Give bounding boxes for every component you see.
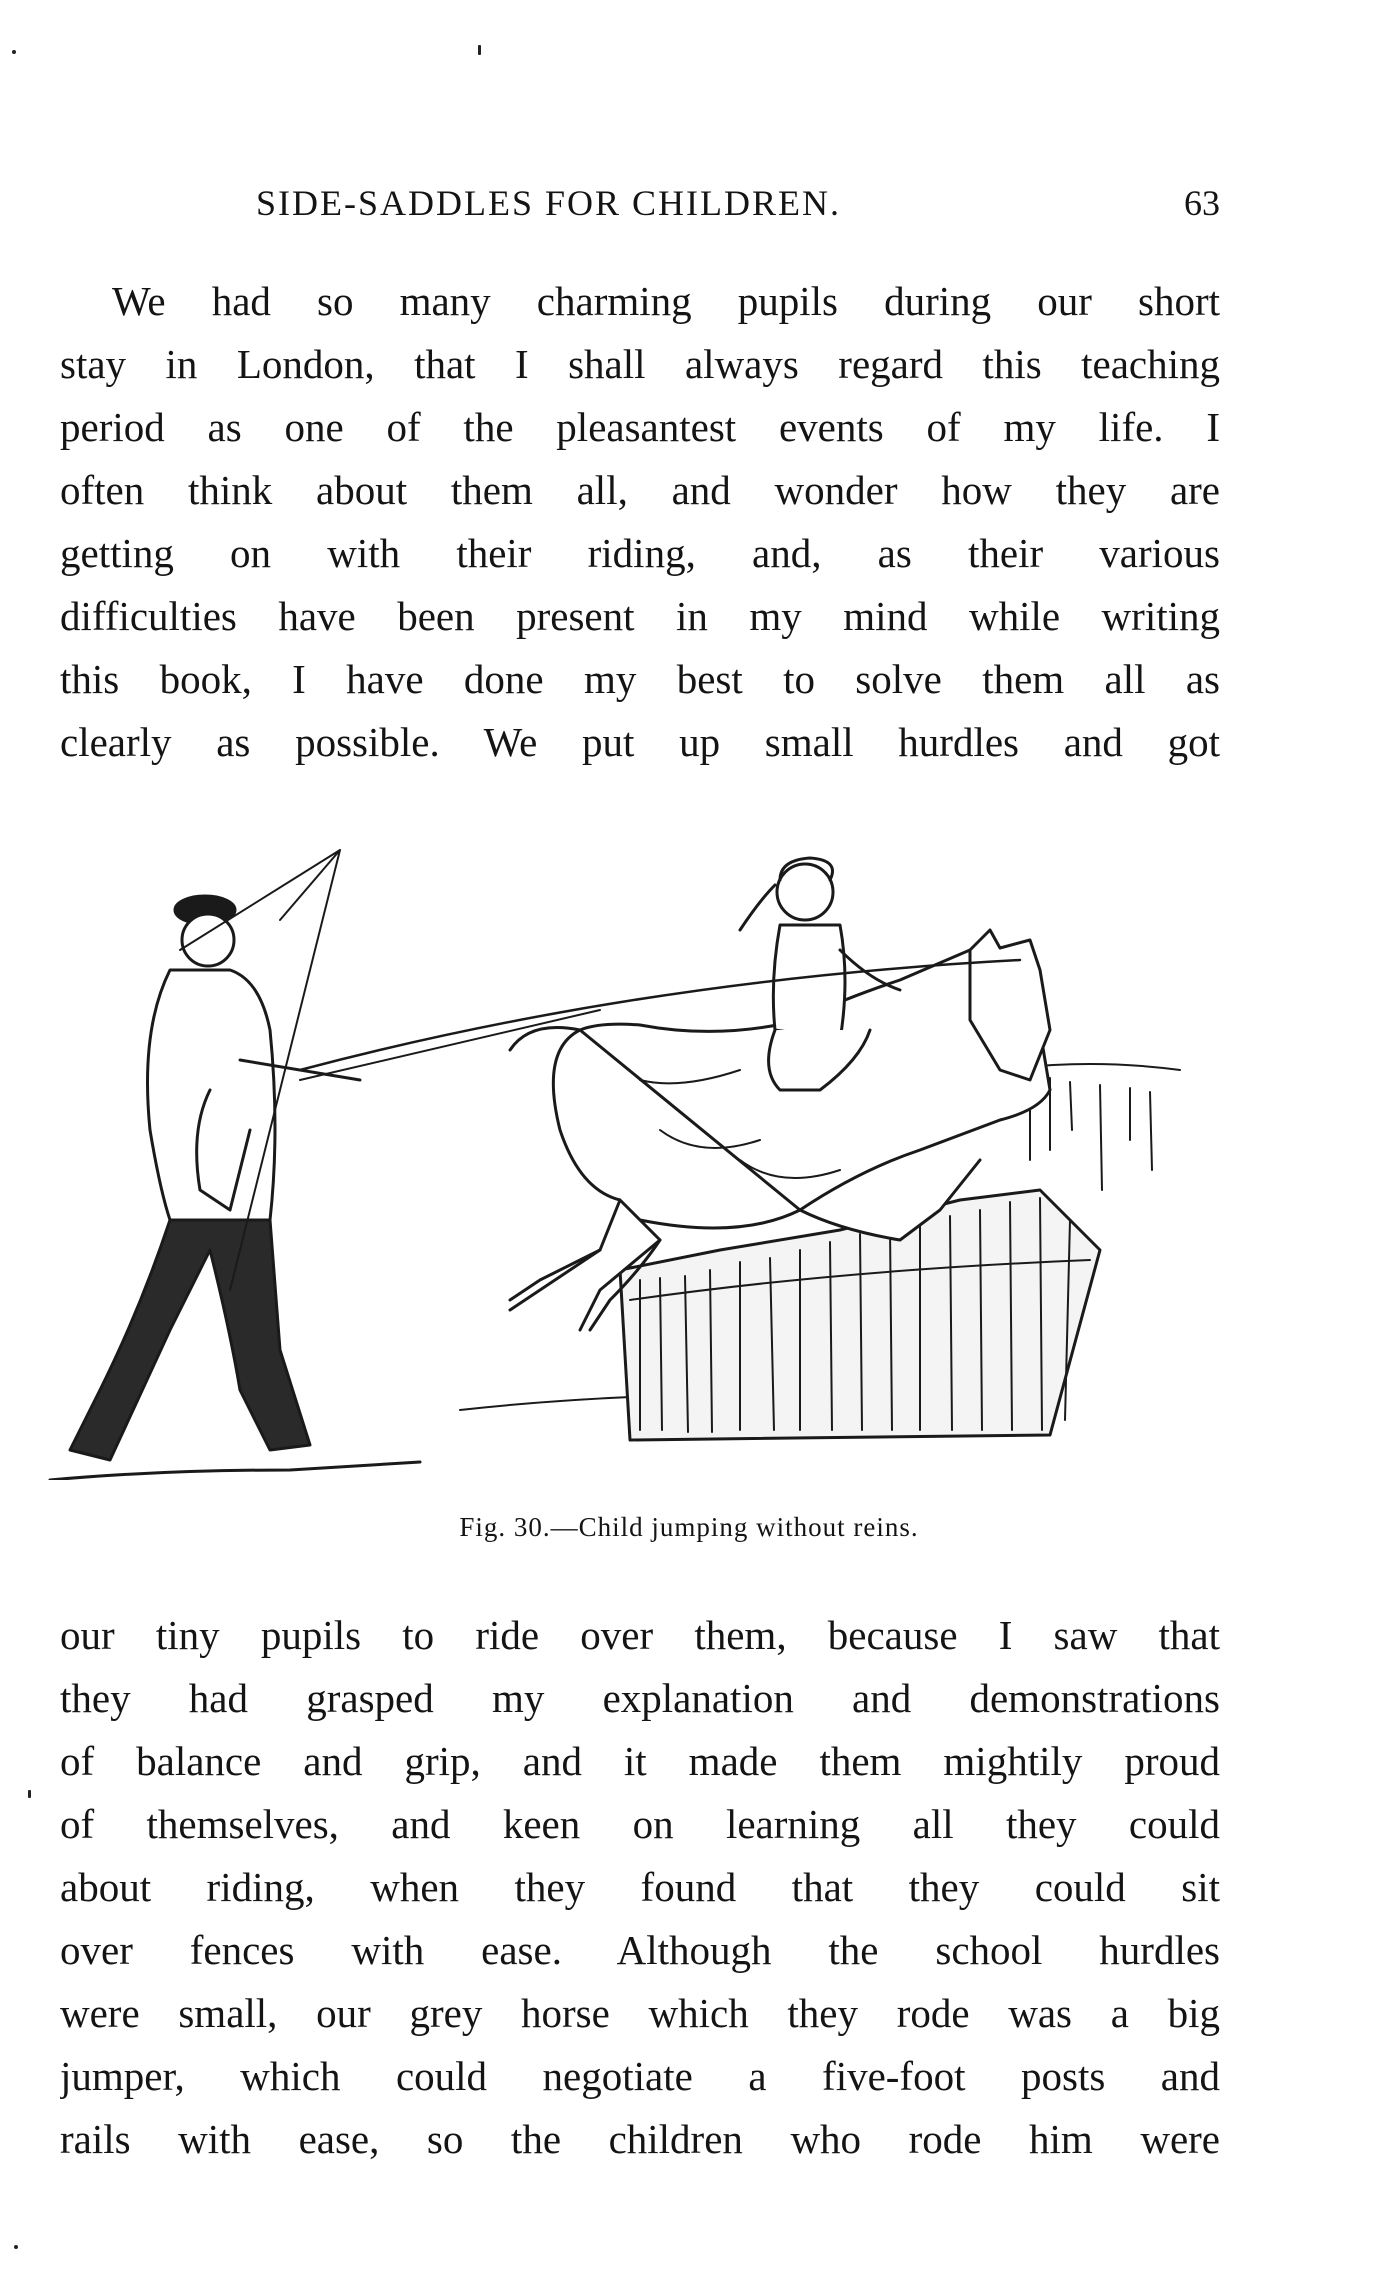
figure-caption: Fig. 30.—Child jumping without reins. bbox=[459, 1512, 919, 1542]
text-line: about riding, when they found that they could sit bbox=[60, 1864, 1220, 1910]
text-line: rails with ease, so the children who rode him were bbox=[60, 2116, 1220, 2162]
text-line: this book, I have done my best to solve them all as bbox=[60, 656, 1220, 702]
text-line: our tiny pupils to ride over them, because I saw that bbox=[60, 1612, 1220, 1658]
text-line: of themselves, and keen on learning all they could bbox=[60, 1801, 1220, 1847]
text-line: We had so many charming pupils during our short bbox=[112, 278, 1220, 324]
text-line: clearly as possible. We put up small hurdles and got bbox=[60, 719, 1220, 765]
paragraph-top bbox=[60, 270, 1220, 774]
page-header bbox=[60, 182, 1220, 232]
text-line: jumper, which could negotiate a five-foot posts and bbox=[60, 2053, 1220, 2099]
text-line: stay in London, that I shall always regard this teaching bbox=[60, 341, 1220, 387]
text-line: over fences with ease. Although the school hurdles bbox=[60, 1927, 1220, 1973]
text-line: getting on with their riding, and, as their various bbox=[60, 530, 1220, 576]
text-line: they had grasped my explanation and demonstrations bbox=[60, 1675, 1220, 1721]
paragraph-bottom bbox=[60, 1604, 1220, 2171]
text-line: often think about them all, and wonder how they are bbox=[60, 467, 1220, 513]
text-line: were small, our grey horse which they rode was a big bbox=[60, 1990, 1220, 2036]
print-speck bbox=[28, 1790, 31, 1798]
page-number: 63 bbox=[1184, 183, 1220, 223]
text-line: difficulties have been present in my mind while writing bbox=[60, 593, 1220, 639]
illustration-child-jumping bbox=[40, 830, 1220, 1480]
running-title: SIDE-SADDLES FOR CHILDREN. bbox=[256, 183, 842, 223]
instructor-drawing bbox=[70, 850, 360, 1460]
print-speck bbox=[478, 45, 481, 55]
print-speck bbox=[12, 50, 16, 54]
text-line: of balance and grip, and it made them mightily proud bbox=[60, 1738, 1220, 1784]
text-line: period as one of the pleasantest events of my life. I bbox=[60, 404, 1220, 450]
print-speck bbox=[14, 2245, 18, 2249]
